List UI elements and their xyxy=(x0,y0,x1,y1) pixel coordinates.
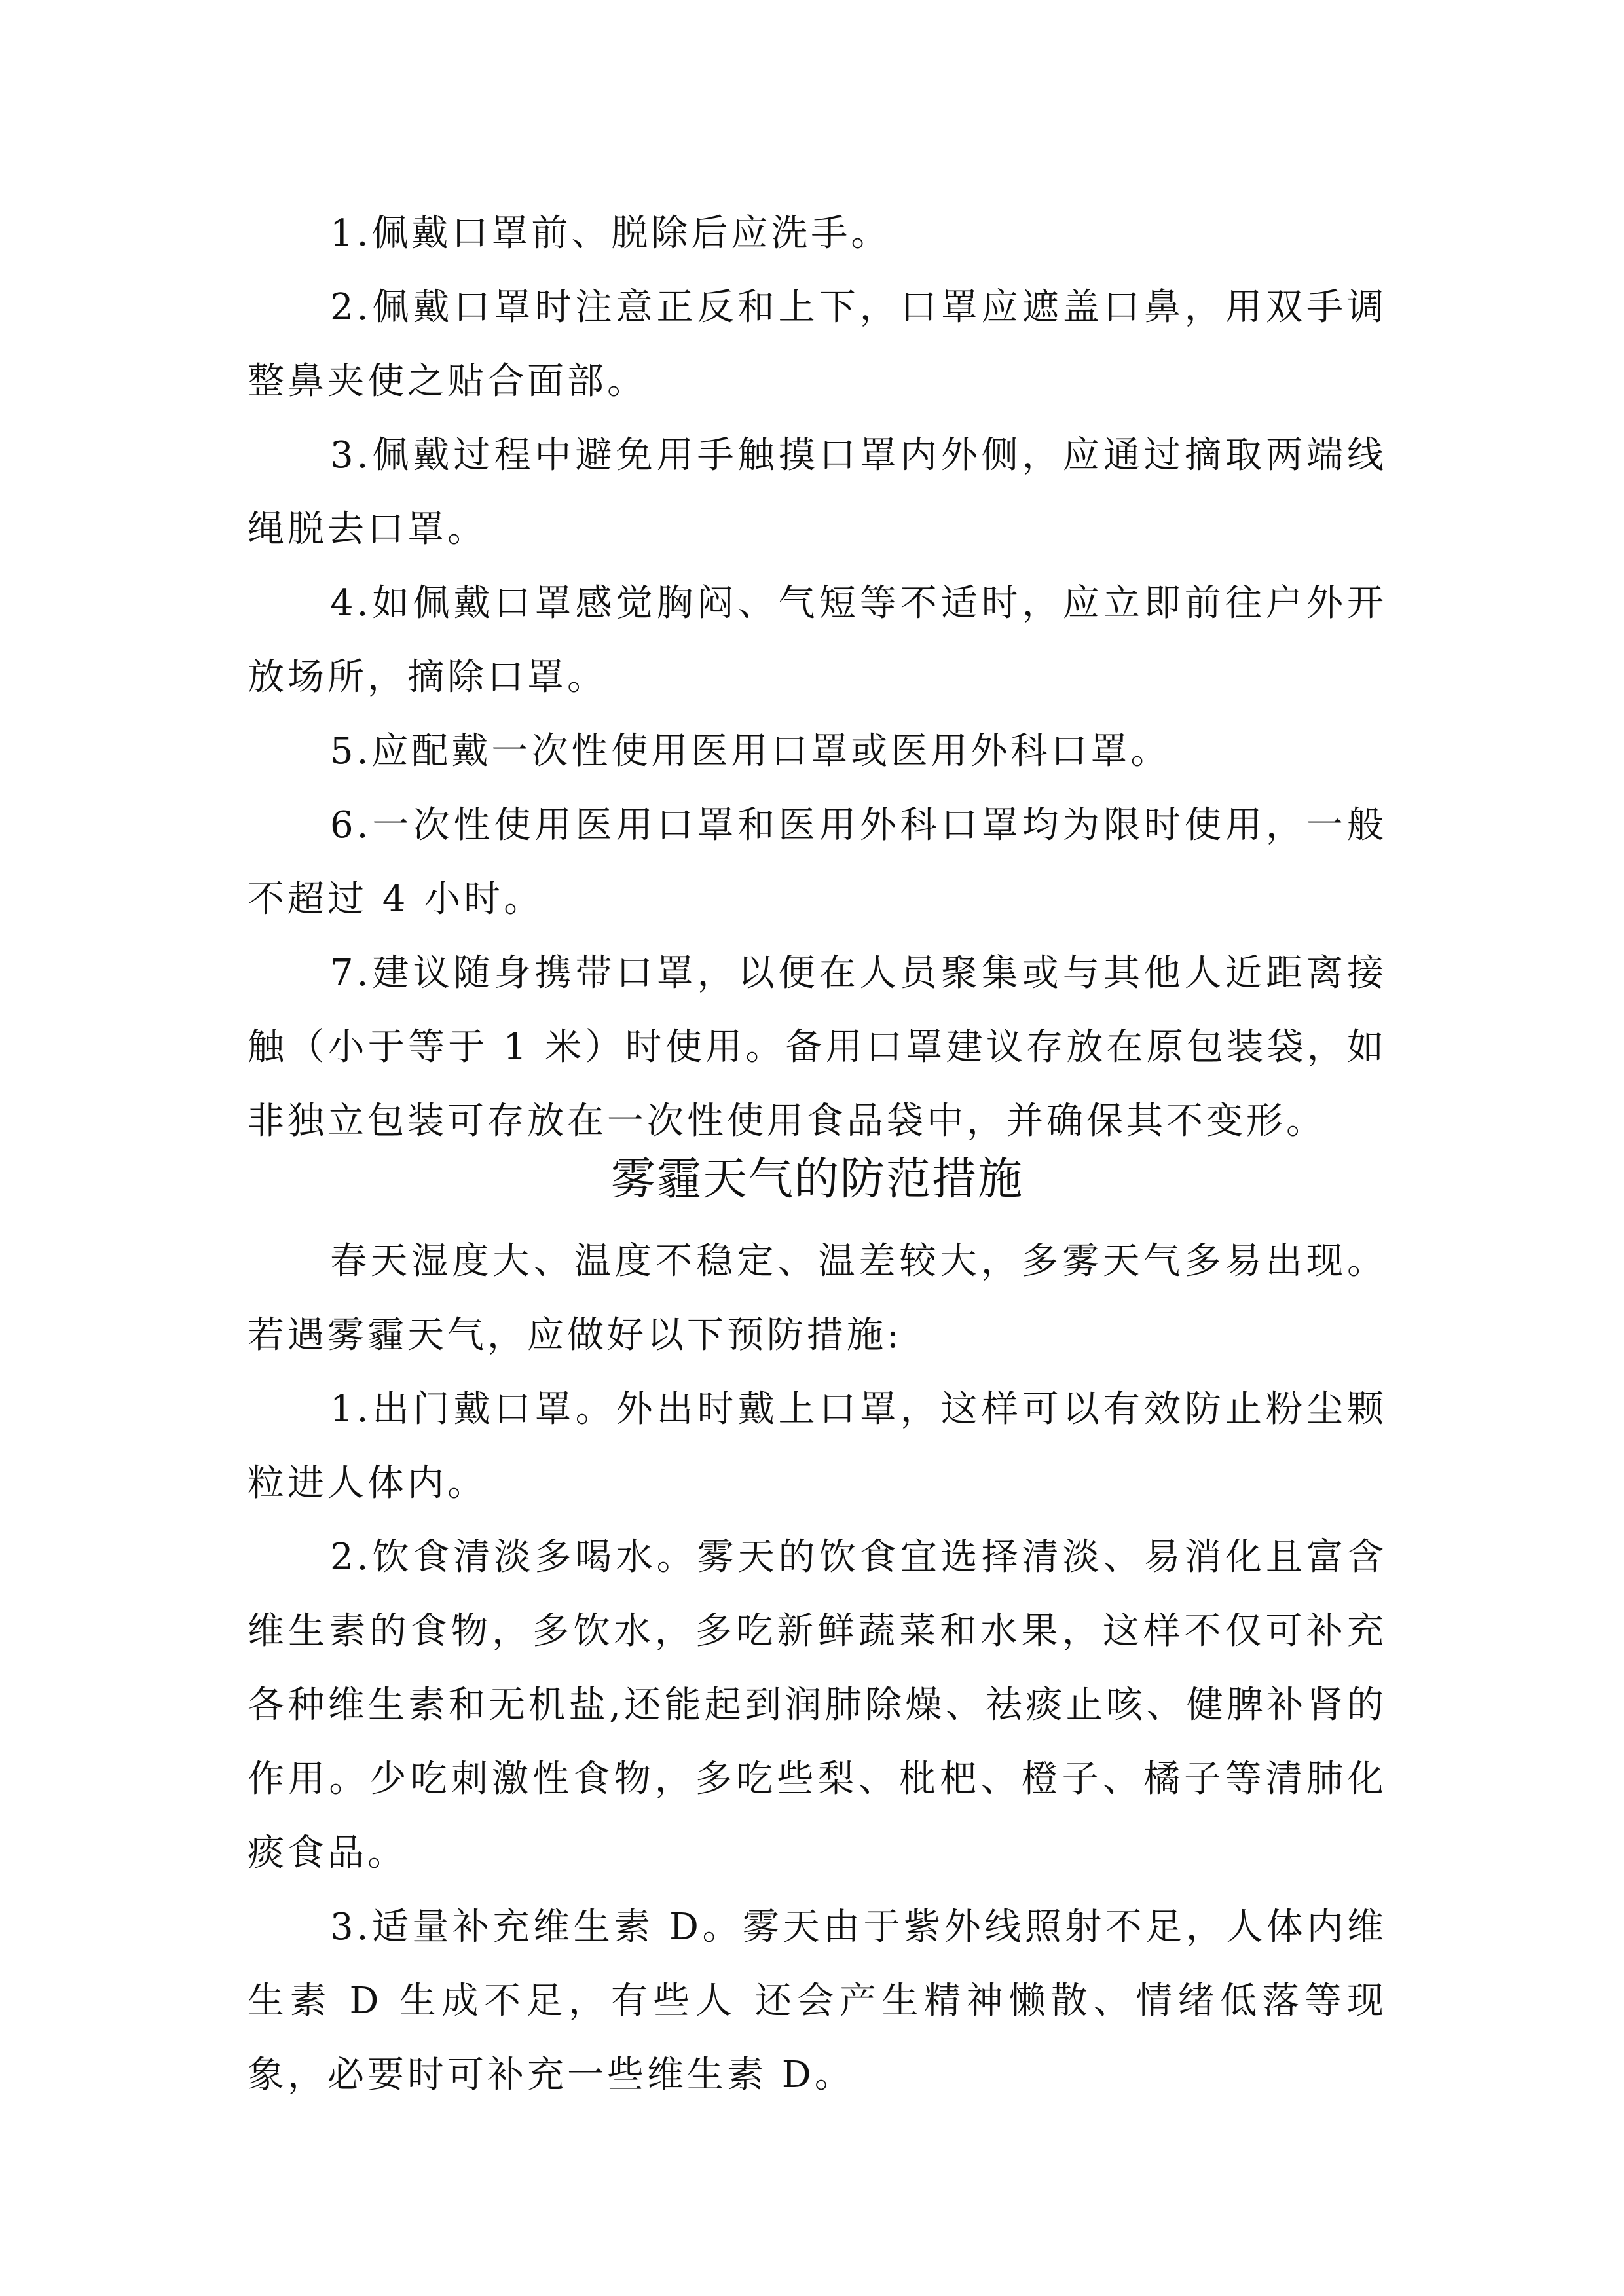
mask-item-3: 3.佩戴过程中避免用手触摸口罩内外侧，应通过摘取两端线绳脱去口罩。 xyxy=(248,434,1387,551)
mask-item-6: 6.一次性使用医用口罩和医用外科口罩均为限时使用，一般不超过 4 小时。 xyxy=(248,804,1387,920)
mask-item-2: 2.佩戴口罩时注意正反和上下，口罩应遮盖口鼻，用双手调整鼻夹使之贴合面部。 xyxy=(248,286,1387,403)
section-title: 雾霾天气的防范措施 xyxy=(610,1154,1024,1205)
mask-item-4: 4.如佩戴口罩感觉胸闷、气短等不适时，应立即前往户外开放场所，摘除口罩。 xyxy=(248,582,1387,699)
haze-item-1: 1.出门戴口罩。外出时戴上口罩，这样可以有效防止粉尘颗粒进人体内。 xyxy=(248,1388,1387,1504)
haze-item-2: 2.饮食清淡多喝水。雾天的饮食宜选择清淡、易消化且富含维生素的食物，多饮水，多吃新鲜蔬菜和水果，这样不仅可补充各种维生素和无机盐,还能起到润肺除燥、祛痰止咳、健脾补肾的作用。少吃刺激性食物，多吃些梨、枇杷、橙子、橘子等清肺化痰食品。 xyxy=(248,1536,1387,1874)
mask-item-5: 5.应配戴一次性使用医用口罩或医用外科口罩。 xyxy=(330,730,1171,773)
haze-intro: 春天湿度大、温度不稳定、温差较大，多雾天气多易出现。若遇雾霾天气，应做好以下预防措施: xyxy=(248,1240,1387,1357)
mask-item-7: 7.建议随身携带口罩，以便在人员聚集或与其他人近距离接触（小于等于 1 米）时使用。备用口罩建议存放在原包装袋，如非独立包装可存放在一次性使用食品袋中，并确保其不变形。 xyxy=(248,952,1387,1142)
haze-item-3: 3.适量补充维生素 D。雾天由于紫外线照射不足，人体内维生素 D 生成不足，有些人 还会产生精神懒散、情绪低落等现象，必要时可补充一些维生素 D。 xyxy=(248,1906,1387,2096)
mask-item-1: 1.佩戴口罩前、脱除后应洗手。 xyxy=(330,212,891,255)
